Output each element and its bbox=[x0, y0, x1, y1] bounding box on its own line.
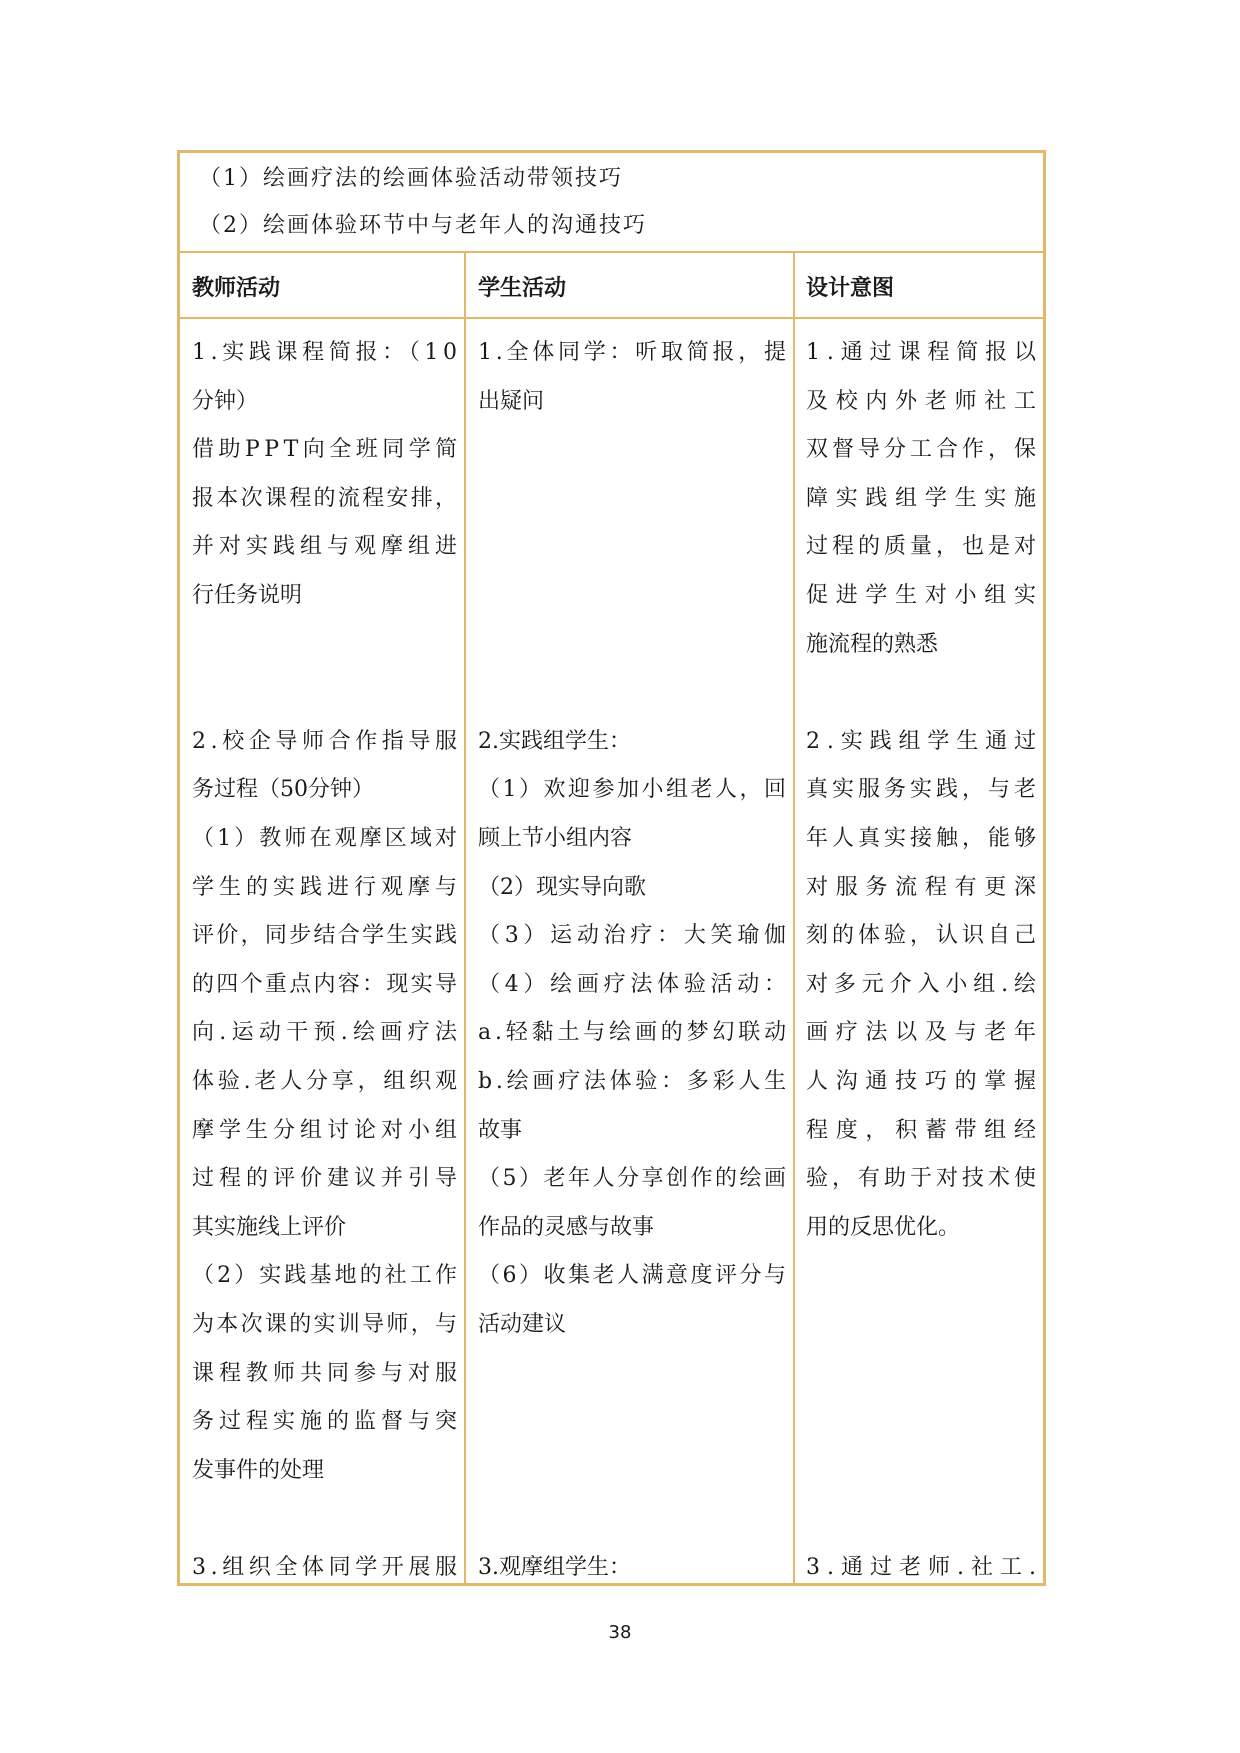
teacher-activity-line: 摩学生分组讨论对小组 bbox=[192, 1117, 463, 1143]
student-activity-line: 顾上节小组内容 bbox=[478, 826, 633, 851]
design-intent-line: 双督导分工合作，保 bbox=[806, 437, 1041, 463]
design-intent-line: 程度，积蓄带组经 bbox=[806, 1117, 1044, 1143]
header-teacher-activity: 教师活动 bbox=[192, 276, 281, 301]
student-activity-line: 作品的灵感与故事 bbox=[478, 1214, 655, 1240]
teacher-activity-line: 借助PPT向全班同学简 bbox=[192, 437, 462, 463]
teacher-activity-line: 体验.老人分享，组织观 bbox=[192, 1069, 461, 1094]
design-intent-line: 1.通过课程简报以 bbox=[806, 340, 1043, 365]
student-activity-line: 3.观摩组学生： bbox=[478, 1555, 631, 1580]
column-divider-2 bbox=[793, 253, 795, 1583]
column-divider-1 bbox=[464, 253, 466, 1583]
teacher-activity-line: （2）实践基地的社工作 bbox=[192, 1263, 461, 1289]
teacher-activity-line: 其实施线上评价 bbox=[192, 1214, 347, 1240]
table-header-row bbox=[180, 253, 1043, 319]
student-activity-line: 活动建议 bbox=[478, 1312, 567, 1337]
student-activity-line: （5）老年人分享创作的绘画 bbox=[478, 1166, 789, 1192]
student-activity-line: 1.全体同学：听取简报，提 bbox=[478, 340, 790, 365]
header-design-intent: 设计意图 bbox=[806, 276, 895, 301]
teacher-activity-line: 分钟） bbox=[192, 388, 259, 414]
teacher-activity-line: 务过程实施的监督与突 bbox=[192, 1409, 463, 1435]
teacher-activity-line: 过程的评价建议并引导 bbox=[192, 1166, 463, 1192]
design-intent-line: 对服务流程有更深 bbox=[806, 874, 1044, 900]
design-intent-line: 画疗法以及与老年 bbox=[806, 1020, 1044, 1046]
teacher-activity-line: 务过程（50分钟） bbox=[192, 777, 374, 803]
student-activity-line: 出疑问 bbox=[478, 388, 545, 414]
design-intent-line: 促进学生对小组实 bbox=[806, 583, 1044, 608]
student-activity-line: 故事 bbox=[478, 1117, 523, 1143]
student-activity-line: （2）现实导向歌 bbox=[478, 874, 646, 900]
design-intent-line: 验，有助于对技术使 bbox=[806, 1166, 1041, 1192]
teacher-activity-line: （1）教师在观摩区域对 bbox=[192, 826, 461, 851]
student-activity-line: （1）欢迎参加小组老人，回 bbox=[478, 777, 789, 803]
design-intent-line: 过程的质量，也是对 bbox=[806, 534, 1041, 560]
design-intent-line: 障实践组学生实施 bbox=[806, 485, 1044, 511]
teacher-activity-line: 发事件的处理 bbox=[192, 1457, 325, 1483]
design-intent-line: 年人真实接触，能够 bbox=[806, 826, 1041, 851]
teacher-activity-line: 3.组织全体同学开展服 bbox=[192, 1555, 462, 1580]
teacher-activity-line: 学生的实践进行观摩与 bbox=[192, 874, 463, 900]
student-activity-line: 2.实践组学生： bbox=[478, 728, 631, 754]
teacher-activity-line: 评价，同步结合学生实践 bbox=[192, 923, 460, 949]
student-activity-line: （6）收集老人满意度评分与 bbox=[478, 1263, 789, 1289]
design-intent-line: 刻的体验，认识自己 bbox=[806, 923, 1041, 949]
teacher-activity-line: 行任务说明 bbox=[192, 583, 303, 608]
design-intent-line: 施流程的熟悉 bbox=[806, 631, 939, 657]
header-student-activity: 学生活动 bbox=[478, 276, 567, 301]
design-intent-line: 2.实践组学生通过 bbox=[806, 728, 1043, 754]
student-activity-line: （4）绘画疗法体验活动： bbox=[478, 971, 791, 997]
teacher-activity-line: 1.实践课程简报：（10 bbox=[192, 340, 462, 365]
page-number: 38 bbox=[608, 1622, 632, 1643]
design-intent-line: 及校内外老师社工 bbox=[806, 388, 1044, 414]
design-intent-line: 真实服务实践，与老 bbox=[806, 777, 1041, 803]
teacher-activity-line: 的四个重点内容：现实导 bbox=[192, 971, 460, 997]
student-activity-line: b.绘画疗法体验：多彩人生 bbox=[478, 1069, 790, 1094]
teacher-activity-line: 并对实践组与观摩组进 bbox=[192, 534, 463, 560]
teacher-activity-line: 报本次课程的流程安排， bbox=[192, 485, 460, 511]
design-intent-line: 用的反思优化。 bbox=[806, 1214, 961, 1240]
activity-table bbox=[177, 150, 1046, 1586]
design-intent-line: 对多元介入小组.绘 bbox=[806, 971, 1042, 997]
teacher-activity-line: 课程教师共同参与对服 bbox=[192, 1360, 463, 1386]
teacher-activity-line: 为本次课的实训导师，与 bbox=[192, 1312, 460, 1337]
design-intent-line: 3.通过老师.社工. bbox=[806, 1555, 1043, 1580]
teacher-activity-line: 向.运动干预.绘画疗法 bbox=[192, 1020, 463, 1046]
teacher-activity-line: 2.校企导师合作指导服 bbox=[192, 728, 462, 754]
focus-point-2: （2）绘画体验环节中与老年人的沟通技巧 bbox=[199, 213, 647, 238]
design-intent-line: 人沟通技巧的掌握 bbox=[806, 1069, 1044, 1094]
focus-points-row bbox=[180, 153, 1043, 253]
student-activity-line: （3）运动治疗：大笑瑜伽 bbox=[478, 923, 791, 949]
student-activity-line: a.轻黏土与绘画的梦幻联动 bbox=[478, 1020, 790, 1046]
focus-point-1: （1）绘画疗法的绘画体验活动带领技巧 bbox=[199, 166, 623, 191]
